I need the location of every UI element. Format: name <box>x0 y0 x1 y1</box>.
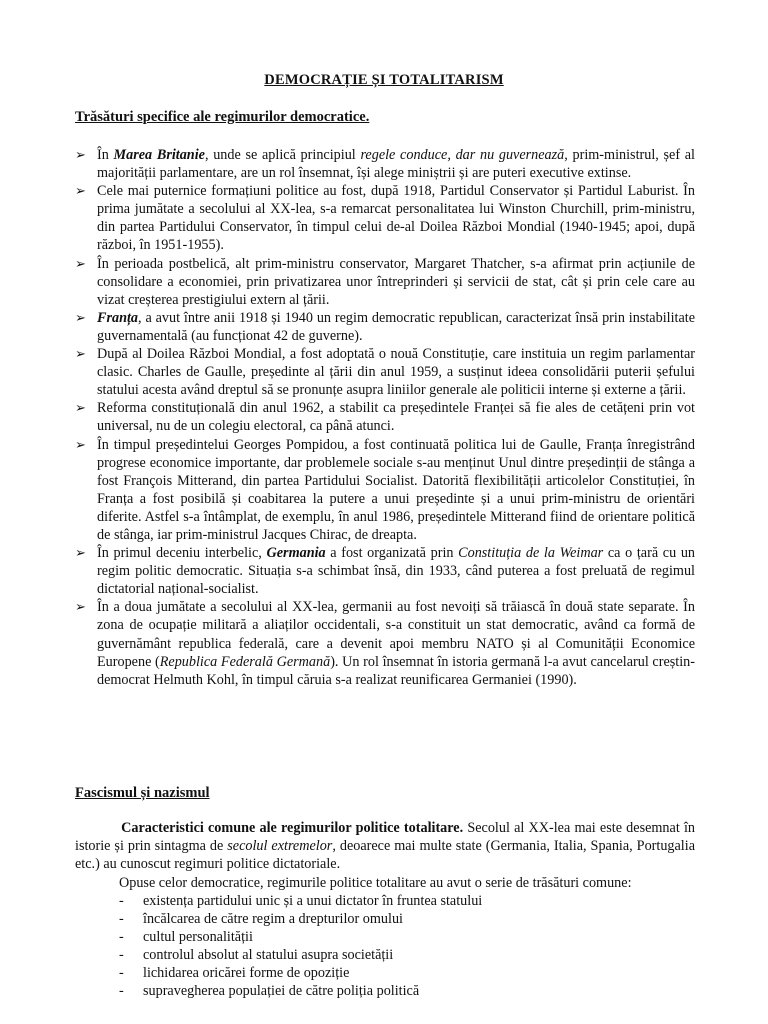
bullet-text: Cele mai puternice formațiuni politice au fost, după 1918, Partidul Conservator și Partidul Laburist. În prima jumătate a secolului al XX-lea, s-a remarcat personalitatea lui Winston Churchill, prim-ministru, din partea Partidului Conservator, în timpul celui de-al Doilea Război Mondial (1940-1945; apoi, după război, în 1951-1955). <box>97 183 695 254</box>
arrow-bullet-icon: ➢ <box>75 255 86 271</box>
trait-item <box>119 892 699 910</box>
bullet-item <box>75 255 695 309</box>
trait-text: cultul personalității <box>143 929 253 946</box>
bullet-text: Germania <box>266 545 326 562</box>
bullet-text: ). Un rol însemnat în istoria germană l-a avut cancelarul creștin-democrat Helmuth Kohl, în timpul căruia s-a realizat reunificarea Germaniei (1990). <box>97 653 695 688</box>
bullet-text: Reforma constituțională din anul 1962, a stabilit ca președintele Franței să fie ales de cetățeni prin vot universal, nu de un colegiu electoral, ca până atunci. <box>97 400 695 435</box>
bullet-item <box>75 309 695 345</box>
dash-bullet: - <box>119 929 124 946</box>
bullet-text: În <box>97 147 114 163</box>
bullet-text: ca o țară cu un regim politic democratic. Situația s-a schimbat însă, din 1933, când puterea a fost preluată de regimul dictatorial național-socialist. <box>97 545 696 598</box>
trait-text: încălcarea de către regim a drepturilor omului <box>143 911 403 928</box>
bullet-text: regele conduce, dar nu guvernează <box>360 147 565 163</box>
bullet-text: Constituția de la Weimar <box>458 545 604 562</box>
bullet-item <box>75 399 695 435</box>
trait-text: controlul absolut al statului asupra societății <box>143 947 394 964</box>
arrow-bullet-icon: ➢ <box>75 346 86 362</box>
intro-italic: secolul extremelor <box>227 838 333 855</box>
arrow-bullet-icon: ➢ <box>75 599 86 615</box>
bullet-item <box>75 598 695 688</box>
bullet-text: , a avut între anii 1918 și 1940 un regim democratic republican, caracterizat însă prin instabilitate guvernamentală (au funcționat 42 de guverne). <box>97 309 695 344</box>
section-heading-fascism: Fascismul și nazismul <box>75 785 210 801</box>
dash-bullet: - <box>119 965 124 982</box>
bullet-text: În perioada postbelică, alt prim-ministru conservator, Margaret Thatcher, s-a afirmat prin acțiunile de consolidare a economiei, prin privatizarea unor întreprinderi și servicii de stat, cât și prin cele care au vizat creșterea prestigiului extern al țării. <box>97 255 695 308</box>
bullet-text: Republica Federală Germană <box>159 653 331 670</box>
bullet-text: În timpul președintelui Georges Pompidou, a fost continuată politica lui de Gaulle, Franța înregistrând progrese economice importante, dar problemele sociale s-au menținut Unul dintre președinții de stânga a fost François Mitterand, din partea Partidului Socialist. Datorită flexibilității articolelor Constituției, în Franța a fost posibilă și coabitarea la putere a unui președinte și a unui prim-ministru de orientări diferite. Astfel s-a întâmplat, de exemplu, în anul 1986, președintele Mitterand fiind de orientare politică de stânga, iar prim-ministrul Jacques Chirac, de dreapta. <box>97 436 695 543</box>
page-title: DEMOCRAȚIE ȘI TOTALITARISM <box>264 72 504 88</box>
dash-bullet: - <box>119 983 124 1000</box>
opuse-paragraph: Opuse celor democratice, regimurile politice totalitare au avut o serie de trăsături comune: <box>119 875 632 891</box>
democratic-traits-list <box>75 146 695 689</box>
bullet-text: , prim-ministrul, șef al majorității parlamentare, are un rol însemnat, își alege miniștrii și are puteri executive extinse. <box>97 147 695 182</box>
trait-item <box>119 946 699 964</box>
arrow-bullet-icon: ➢ <box>75 183 86 199</box>
bullet-item <box>75 182 695 254</box>
intro-lead: Caracteristici comune ale regimurilor politice totalitare. <box>121 820 464 836</box>
totalitarian-traits-list <box>119 892 699 1001</box>
arrow-bullet-icon: ➢ <box>75 309 86 325</box>
bullet-text: Franța <box>97 309 139 326</box>
bullet-text: , unde se aplică principiul <box>204 147 361 163</box>
trait-item <box>119 982 699 1000</box>
dash-bullet: - <box>119 893 124 909</box>
arrow-bullet-icon: ➢ <box>75 147 86 162</box>
bullet-text: În a doua jumătate a secolului al XX-lea, germanii au fost nevoiți să trăiască în două state separate. În zona de ocupație militară a aliaților occidentali, s-a constituit un stat democratic, având ca formă de guvernământ republica federală, care a devenit apoi membru NATO și al Comunității Economice Europene ( <box>97 599 695 670</box>
bullet-item <box>75 544 695 598</box>
bullet-text: După al Doilea Război Mondial, a fost adoptată o nouă Constituție, care instituia un regim parlamentar clasic. Charles de Gaulle, președinte al țării din anul 1959, a susținut ideea consolidării puterii șefului statului acesta având dreptul să se pronunțe asupra liniilor generale ale politicii interne și externe a țării. <box>97 346 695 399</box>
trait-text: existența partidului unic și a unui dictator în fruntea statului <box>143 893 483 909</box>
intro-text-after: , deoarece mai multe state (Germania, Italia, Spania, Portugalia etc.) au cunoscut regimuri politice dictatoriale. <box>75 838 695 873</box>
totalitarian-intro-paragraph <box>75 819 695 873</box>
trait-text: supravegherea populației de către poliția politică <box>143 983 420 1000</box>
bullet-item <box>75 345 695 399</box>
trait-item <box>119 910 699 928</box>
arrow-bullet-icon: ➢ <box>75 436 86 452</box>
dash-bullet: - <box>119 911 124 928</box>
dash-bullet: - <box>119 947 124 964</box>
trait-text: lichidarea oricărei forme de opoziție <box>143 965 350 982</box>
section-heading-democratic: Trăsături specifice ale regimurilor democratice. <box>75 109 370 125</box>
trait-item <box>119 964 699 982</box>
arrow-bullet-icon: ➢ <box>75 545 86 561</box>
bullet-item <box>75 146 695 182</box>
bullet-item <box>75 436 695 545</box>
intro-text-before: Secolul al XX-lea mai este desemnat în istorie și prin sintagma de <box>75 820 695 855</box>
arrow-bullet-icon: ➢ <box>75 400 86 416</box>
trait-item <box>119 928 699 946</box>
bullet-text: În primul deceniu interbelic, <box>97 545 267 562</box>
bullet-text: Marea Britanie <box>113 147 205 163</box>
bullet-text: a fost organizată prin <box>325 545 459 562</box>
